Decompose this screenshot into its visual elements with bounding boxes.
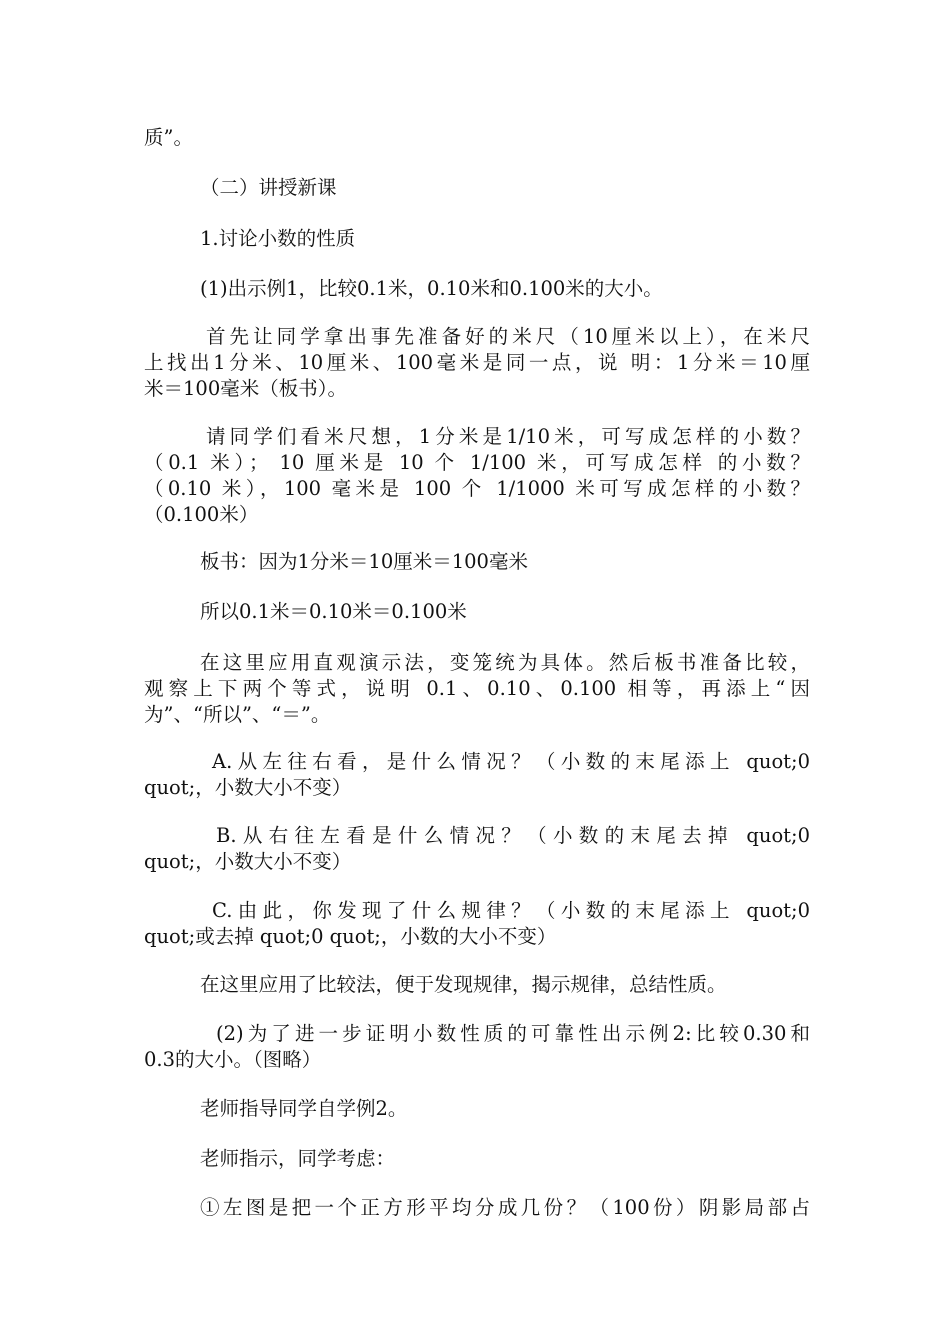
paragraph-line: （0.10 米），100 毫米是 100 个 1/1000 米可写成怎样的小数？ (144, 477, 810, 500)
subsection-heading: 1.讨论小数的性质 (200, 227, 356, 250)
paragraph-line: 板书：因为1分米＝10厘米＝100毫米 (200, 550, 528, 573)
paragraph-line: 请同学们看米尺想，1分米是1/10米，可写成怎样的小数？ (206, 425, 810, 448)
paragraph-line: 老师指示，同学考虑： (200, 1147, 396, 1170)
paragraph-line: C.由此，你发现了什么规律？（小数的末尾添上 quot;0 (212, 899, 810, 922)
paragraph-line: ①左图是把一个正方形平均分成几份？（100份）阴影局部占 (200, 1196, 810, 1219)
paragraph-line: (2)为了进一步证明小数性质的可靠性出示例2:比较0.30和 (216, 1022, 810, 1045)
paragraph-line: 首先让同学拿出事先准备好的米尺（10厘米以上），在米尺 (206, 325, 810, 348)
paragraph-line: 上找出1分米、10厘米、100毫米是同一点，说 明：1分米＝10厘 (144, 351, 810, 374)
paragraph-line: B.从右往左看是什么情况？（小数的末尾去掉 quot;0 (216, 824, 810, 847)
paragraph-line: quot;，小数大小不变） (144, 776, 352, 799)
paragraph-line: 所以0.1米＝0.10米＝0.100米 (200, 600, 467, 623)
paragraph-line: 观察上下两个等式，说明 0.1、0.10、0.100 相等，再添上“因 (144, 677, 810, 700)
section-heading: （二）讲授新课 (200, 176, 337, 199)
paragraph-line: 为”、“所以”、“＝”。 (144, 703, 331, 726)
paragraph-line: （0.100米） (144, 503, 259, 526)
paragraph-line: 在这里应用直观演示法，变笼统为具体。然后板书准备比较， (200, 651, 810, 674)
paragraph-line: 质”。 (144, 126, 193, 149)
paragraph-line: 在这里应用了比较法，便于发现规律，揭示规律，总结性质。 (200, 973, 727, 996)
paragraph-line: A.从左往右看，是什么情况？（小数的末尾添上 quot;0 (212, 750, 810, 773)
paragraph-line: quot;或去掉 quot;0 quot;，小数的大小不变） (144, 925, 557, 948)
paragraph-line: （0.1 米）； 10 厘米是 10 个 1/100 米，可写成怎样 的小数？ (144, 451, 810, 474)
paragraph-line: 0.3的大小。（图略） (144, 1048, 322, 1071)
paragraph-line: 米＝100毫米（板书）。 (144, 377, 347, 400)
paragraph-line: 老师指导同学自学例2。 (200, 1097, 408, 1120)
paragraph-line: (1)出示例1，比较0.1米，0.10米和0.100米的大小。 (200, 277, 663, 300)
paragraph-line: quot;，小数大小不变） (144, 850, 352, 873)
